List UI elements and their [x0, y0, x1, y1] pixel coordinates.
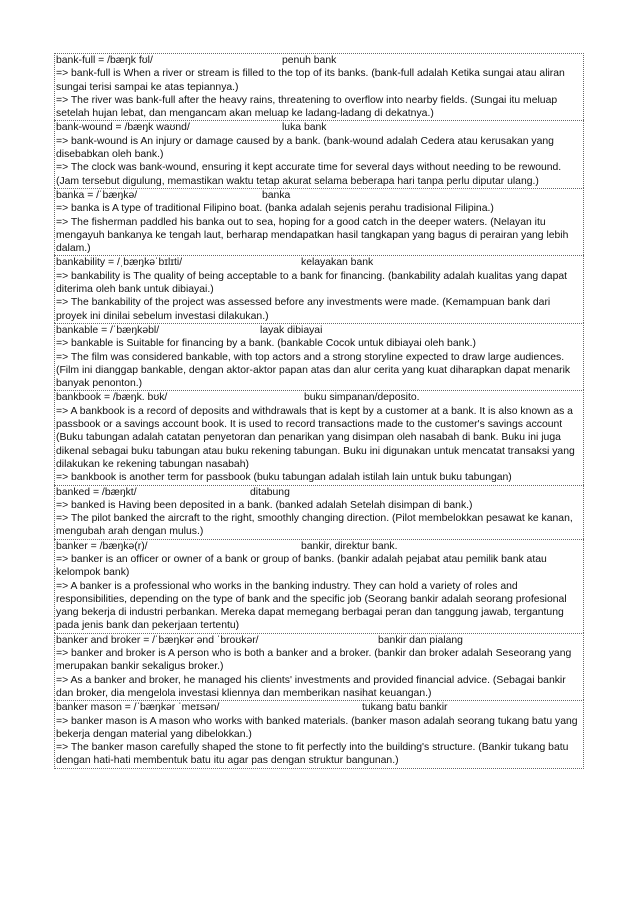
entry-header [56, 54, 582, 67]
example-line: => As a banker and broker, he managed his clients' investments and provided financial advice. (Sebagai bankir dan broker, dia mengelola investasi kliennya dan memberikan nasihat keuangan.) [56, 674, 566, 699]
entry-header [56, 391, 582, 404]
entry-term: bankability = /ˌbæŋkəˈbɪlɪti/ [56, 257, 183, 269]
entry-term: banked = /bæŋkt/ [56, 486, 137, 498]
entry-banked [54, 485, 584, 539]
definition-line: => banka is A type of traditional Filipino boat. (banka adalah sejenis perahu tradisional Filipina.) [56, 203, 494, 215]
entry-term: banker = /bæŋkə(r)/ [56, 540, 148, 552]
entry-header [56, 540, 582, 553]
entry-translation: banka [262, 189, 291, 201]
example-line: => The film was considered bankable, with top actors and a strong storyline expected to draw large audiences. (Film ini dianggap bankable, dengan aktor-aktor papan atas dan alur cerita yang kuat diharapkan dapat menarik banyak penonton.) [56, 351, 571, 390]
entry-translation: ditabung [250, 486, 290, 498]
entry-term: bank-wound = /bæŋk waʊnd/ [56, 122, 190, 134]
entry-translation: tukang batu bankir [362, 702, 448, 714]
entry-bankable [54, 323, 584, 390]
entry-header [56, 121, 582, 134]
definition-line: => bankability is The quality of being acceptable to a bank for financing. (bankability adalah kualitas yang dapat diterima oleh bank untuk dibiayai.) [56, 270, 568, 296]
entry-term: bankable = /ˈbæŋkəbl/ [56, 324, 160, 336]
entry-translation: kelayakan bank [301, 257, 374, 269]
entry-translation: buku simpanan/deposito. [304, 392, 420, 404]
entry-bank-wound [54, 120, 584, 187]
definition-line: => bankable is Suitable for financing by a bank. (bankable Cocok untuk dibiayai oleh bank.) [56, 338, 476, 350]
definition-line: => banked is Having been deposited in a bank. (banked adalah Setelah disimpan di bank.) [56, 499, 473, 511]
entry-term: bankbook = /bæŋk. bʊk/ [56, 392, 168, 404]
example-line: => The fisherman paddled his banka out to sea, hoping for a good catch in the deeper waters. (Nelayan itu mengayuh bankanya ke tengah laut, berharap mendapatkan hasil tangkapan yang bagus di perairan yang lebih dalam.) [56, 216, 569, 255]
entry-bankability [54, 255, 584, 322]
dictionary-page [54, 53, 584, 769]
definition-line: => banker mason is A mason who works with banked materials. (banker mason adalah seorang tukang batu yang bekerja dengan material yang dibelokkan.) [56, 715, 578, 740]
example-line: => The banker mason carefully shaped the stone to fit perfectly into the building's structure. (Bankir tukang batu dengan hati-hati membentuk batu itu agar pas dengan struktur bangunan.) [56, 742, 569, 767]
example-line: => bankbook is another term for passbook (buku tabungan adalah istilah lain untuk buku tabungan) [56, 472, 512, 484]
definition-line: => A bankbook is a record of deposits and withdrawals that is kept by a customer at a bank. It is also known as a passbook or a savings account book. It is used to record transactions made to the customer's savings account (Buku tabungan adalah catatan penyetoran dan penarikan yang disimpan oleh nasabah di bank. Buku ini juga dikenal sebagai buku tabungan atau buku rekening tabungan. Buku ini digunakan untuk mencatat transaksi yang dilakukan ke rekening tabungan nasabah) [56, 405, 575, 470]
entry-term: banker and broker = /ˈbæŋkər ənd ˈbroʊkər/ [56, 634, 259, 646]
entry-translation: bankir dan pialang [378, 634, 463, 646]
entry-bankbook [54, 390, 584, 484]
example-line: => The river was bank-full after the heavy rains, threatening to overflow into nearby fields. (Sungai itu meluap setelah hujan lebat, dan mengancam akan meluap ke ladang-ladang di dekatnya.) [56, 94, 558, 120]
definition-line: => banker is an officer or owner of a bank or group of banks. (bankir adalah pejabat atau pemilik bank atau kelompok bank) [56, 553, 547, 579]
entry-term: bank-full = /bæŋk fʊl/ [56, 55, 153, 66]
definition-line: => banker and broker is A person who is both a banker and a broker. (bankir dan broker adalah Seseorang yang merupakan bankir sekaligus broker.) [56, 648, 572, 673]
entry-banka [54, 188, 584, 255]
entry-header [56, 701, 582, 714]
entry-term: banker mason = /ˈbæŋkər ˈmeɪsən/ [56, 702, 220, 714]
entry-term: banka = /ˈbæŋkə/ [56, 189, 138, 201]
entry-banker-and-broker [54, 633, 584, 700]
entry-header [56, 634, 582, 647]
entry-translation: layak dibiayai [260, 324, 323, 336]
example-line: => The clock was bank-wound, ensuring it kept accurate time for several days without needing to be rewound. (Jam tersebut digulung, memastikan waktu tetap akurat selama beberapa hari tanpa perlu diputar ulang.) [56, 162, 562, 187]
definition-line: => bank-full is When a river or stream is filled to the top of its banks. (bank-full adalah Ketika sungai atau aliran sungai terisi sampai ke atas tepiannya.) [56, 68, 565, 93]
entry-translation: penuh bank [282, 55, 337, 66]
entry-translation: luka bank [282, 122, 327, 134]
entry-translation: bankir, direktur bank. [301, 540, 398, 552]
entry-header [56, 486, 582, 499]
entry-banker [54, 539, 584, 633]
entry-banker-mason [54, 700, 584, 768]
example-line: => A banker is a professional who works in the banking industry. They can hold a variety of roles and responsibilities, depending on the type of bank and the specific job (Seorang bankir adalah seorang profesional yang bekerja di industri perbankan. Mereka dapat memegang berbagai peran dan tanggung jawab, tergantung pada jenis bank dan pekerjaan tertentu) [56, 580, 567, 632]
entry-header [56, 324, 582, 337]
example-line: => The bankability of the project was assessed before any investments were made. (Kemampuan bank dari proyek ini dinilai sebelum investasi dilakukan.) [56, 297, 551, 322]
entry-header [56, 256, 582, 269]
example-line: => The pilot banked the aircraft to the right, smoothly changing direction. (Pilot membelokkan pesawat ke kanan, mengubah arah dengan mulus.) [56, 513, 573, 538]
entry-bank-full [54, 53, 584, 120]
definition-line: => bank-wound is An injury or damage caused by a bank. (bank-wound adalah Cedera atau kerusakan yang disebabkan oleh bank.) [56, 135, 554, 161]
entry-header [56, 189, 582, 202]
